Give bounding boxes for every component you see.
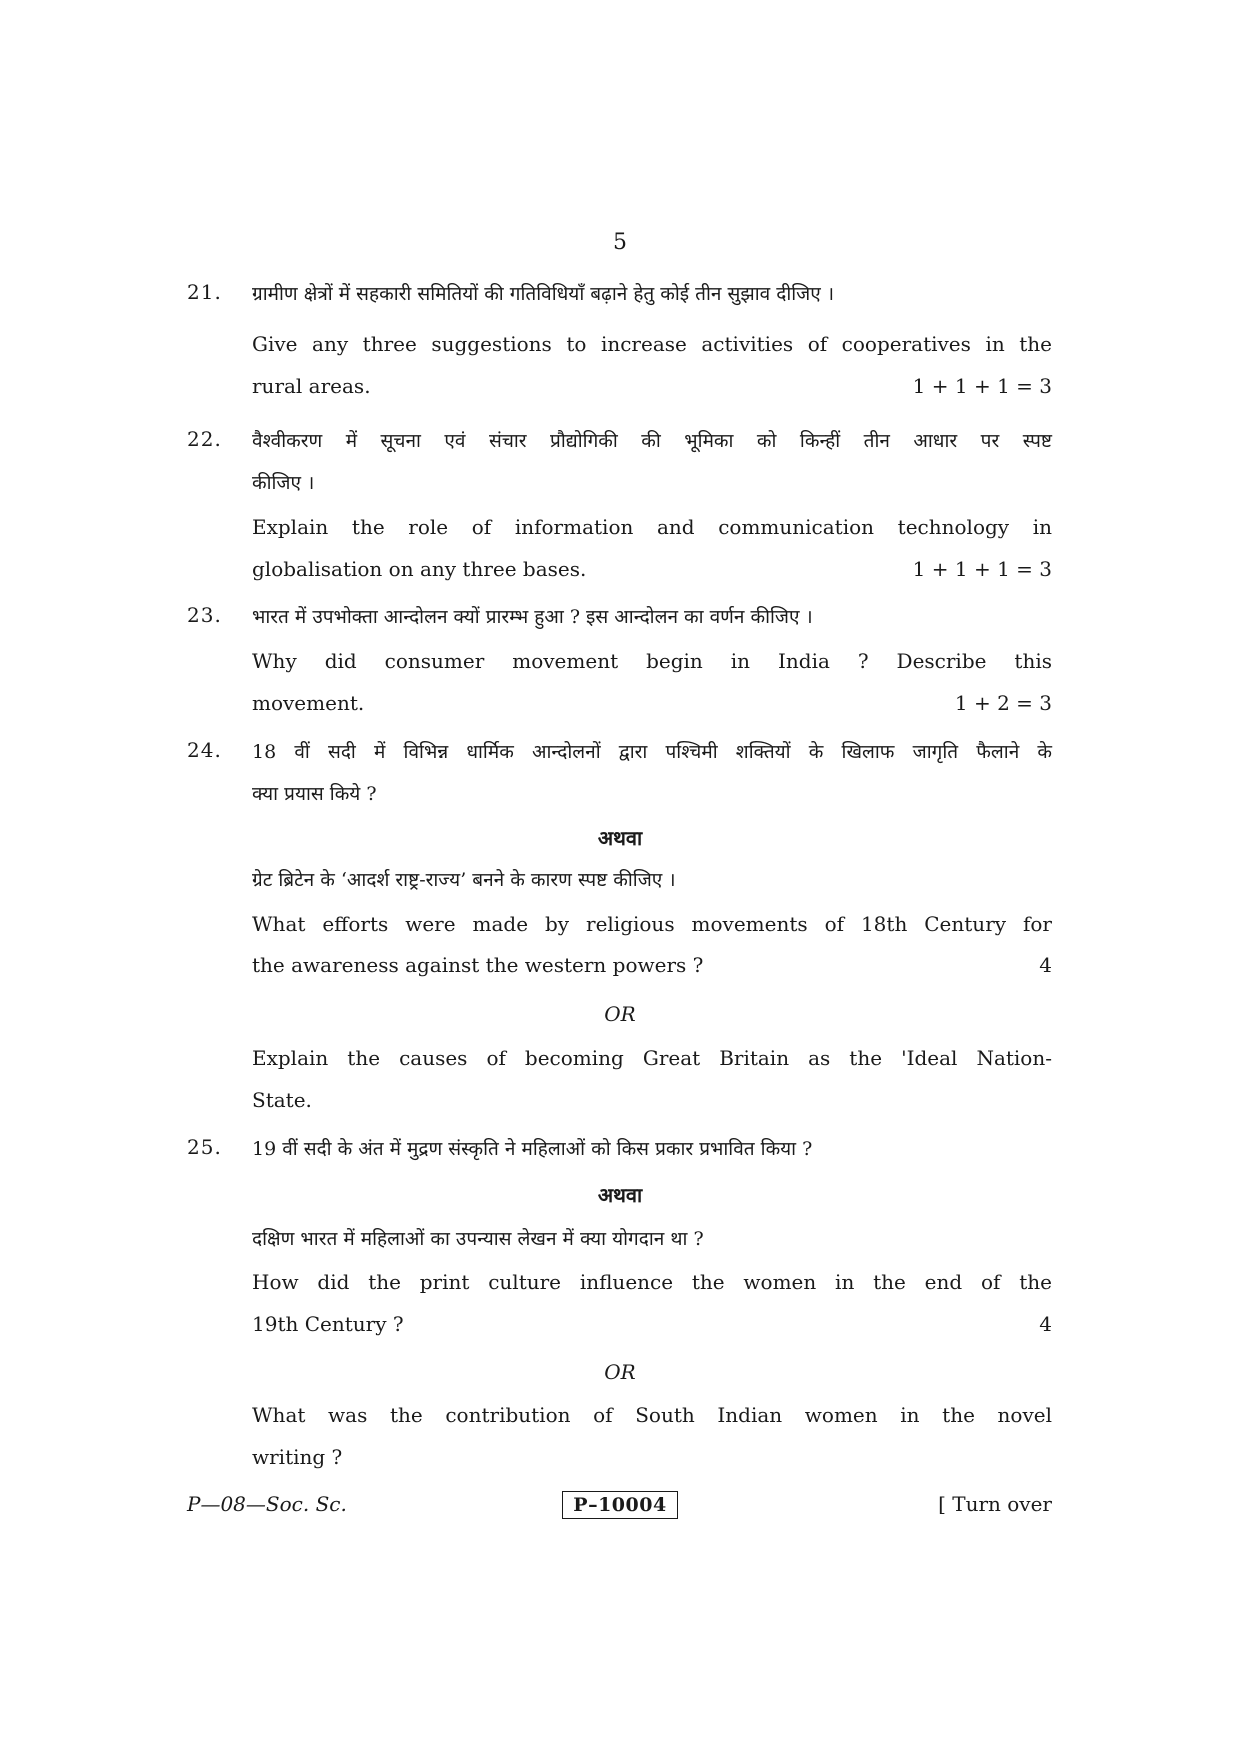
athva-label: अथवा [597,1183,643,1207]
question-english-alt-text: writing ? [252,1445,343,1469]
athva-label: अथवा [597,826,643,850]
question-number: 25. [187,1135,222,1159]
question-english-text: Give any three suggestions to increase activities of cooperatives in the [252,332,1052,356]
question-english-text: globalisation on any three bases. [252,557,587,581]
question-number: 21. [187,280,222,304]
question-english-text: What efforts were made by religious movements of 18th Century for [252,912,1052,936]
question-hindi-text: क्या प्रयास किये ? [252,783,377,805]
marks-label: 1 + 1 + 1 = 3 [912,557,1052,581]
footer-paper-code: P—08—Soc. Sc. [187,1492,347,1516]
marks-label: 4 [1039,1312,1052,1336]
question-number: 24. [187,738,222,762]
question-english-text: the awareness against the western powers ? [252,953,704,977]
turn-over-label: [ Turn over [938,1492,1052,1516]
question-english-alt-text: State. [252,1088,312,1112]
question-english-text: rural areas. [252,374,371,398]
marks-label: 4 [1039,953,1052,977]
question-hindi-alt-text: ग्रेट ब्रिटेन के ‘आदर्श राष्ट्र-राज्य’ बनने के कारण स्पष्ट कीजिए । [252,869,676,891]
question-hindi-text: ग्रामीण क्षेत्रों में सहकारी समितियों की गतिविधियाँ बढ़ाने हेतु कोई तीन सुझाव दीजिए । [252,283,835,305]
question-english-text: How did the print culture influence the women in the end of the [252,1270,1052,1294]
page-number: 5 [613,230,627,255]
question-hindi-text: 18 वीं सदी में विभिन्न धार्मिक आन्दोलनों द्वारा पश्चिमी शक्तियों के खिलाफ जागृति फैलाने के [252,741,1052,763]
marks-label: 1 + 1 + 1 = 3 [912,374,1052,398]
footer-code-wrapper [0,1492,1240,1516]
question-english-text: Explain the role of information and communication technology in [252,515,1052,539]
marks-label: 1 + 2 = 3 [954,691,1052,715]
footer-paper-id-box: P–10004 [562,1491,677,1519]
or-label: OR [604,1360,636,1384]
question-english-alt-text: What was the contribution of South Indian women in the novel [252,1403,1052,1427]
question-hindi-alt-text: दक्षिण भारत में महिलाओं का उपन्यास लेखन में क्या योगदान था ? [252,1228,704,1250]
question-english-alt-text: Explain the causes of becoming Great Britain as the 'Ideal Nation- [252,1046,1052,1070]
question-hindi-text: भारत में उपभोक्ता आन्दोलन क्यों प्रारम्भ हुआ ? इस आन्दोलन का वर्णन कीजिए । [252,606,813,628]
question-english-text: movement. [252,691,365,715]
or-label: OR [604,1002,636,1026]
question-hindi-text: कीजिए । [252,472,315,494]
question-hindi-text: वैश्वीकरण में सूचना एवं संचार प्रौद्योगिकी की भूमिका को किन्हीं तीन आधार पर स्पष्ट [252,430,1052,452]
question-number: 22. [187,427,222,451]
question-hindi-text: 19 वीं सदी के अंत में मुद्रण संस्कृति ने महिलाओं को किस प्रकार प्रभावित किया ? [252,1138,813,1160]
question-english-text: Why did consumer movement begin in India ? Describe this [252,649,1052,673]
question-number: 23. [187,603,222,627]
question-english-text: 19th Century ? [252,1312,404,1336]
